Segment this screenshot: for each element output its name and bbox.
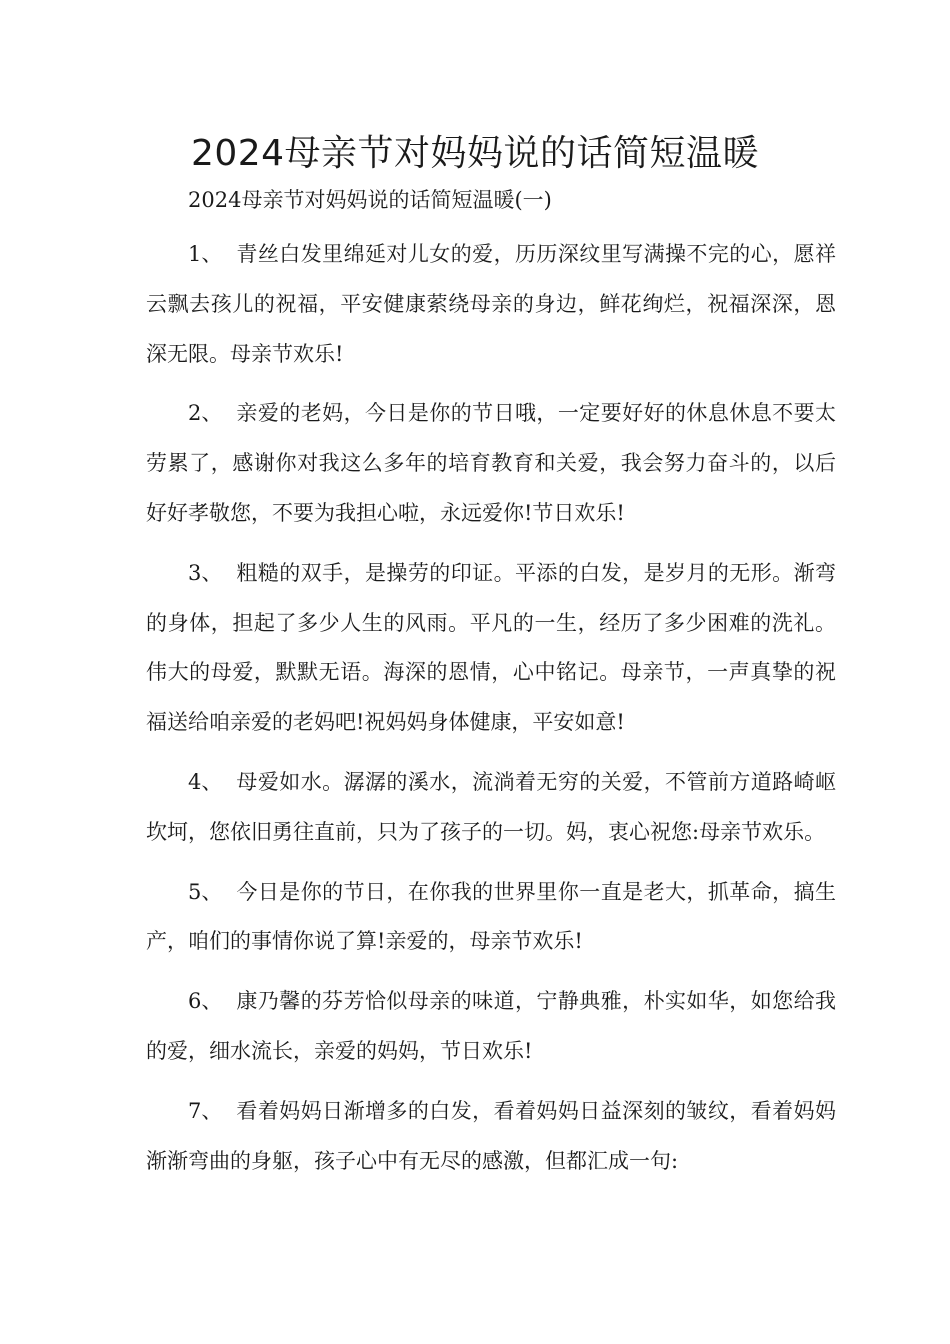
list-item <box>146 230 836 379</box>
item-text: 康乃馨的芬芳恰似母亲的味道，宁静典雅，朴实如华，如您给我的爱，细水流长，亲爱的妈妈，节日欢乐! <box>146 989 836 1063</box>
item-text: 看着妈妈日渐增多的白发，看着妈妈日益深刻的皱纹，看着妈妈渐渐弯曲的身躯，孩子心中有无尽的感激，但都汇成一句: <box>146 1098 836 1173</box>
list-item <box>146 389 836 538</box>
list-item <box>146 549 836 748</box>
item-number: 6、 <box>188 989 223 1014</box>
list-item <box>146 758 836 858</box>
document-title: 2024母亲节对妈妈说的话简短温暖 <box>190 133 760 174</box>
document-body <box>146 180 836 1186</box>
item-text: 今日是你的节日，在你我的世界里你一直是老大，抓革命，搞生产，咱们的事情你说了算!亲爱的，母亲节欢乐! <box>146 879 836 954</box>
item-text: 母爱如水。潺潺的溪水，流淌着无穷的关爱，不管前方道路崎岖坎坷，您依旧勇往直前，只为了孩子的一切。妈，衷心祝您:母亲节欢乐。 <box>146 769 836 844</box>
list-item <box>146 977 836 1077</box>
item-text: 粗糙的双手，是操劳的印证。平添的白发，是岁月的无形。渐弯的身体，担起了多少人生的风雨。平凡的一生，经历了多少困难的洗礼。伟大的母爱，默默无语。海深的恩情，心中铭记。母亲节，一声真挚的祝福送给咱亲爱的老妈吧!祝妈妈身体健康，平安如意! <box>146 560 836 735</box>
item-number: 4、 <box>188 769 223 794</box>
item-number: 3、 <box>188 560 223 585</box>
item-text: 亲爱的老妈，今日是你的节日哦，一定要好好的休息休息不要太劳累了，感谢你对我这么多年的培育教育和关爱，我会努力奋斗的，以后好好孝敬您，不要为我担心啦，永远爱你!节日欢乐! <box>146 401 836 525</box>
item-number: 1、 <box>188 242 223 266</box>
section-subtitle: 2024母亲节对妈妈说的话简短温暖(一) <box>188 188 552 212</box>
item-number: 5、 <box>188 879 223 904</box>
item-text: 青丝白发里绵延对儿女的爱，历历深纹里写满操不完的心，愿祥云飘去孩儿的祝福，平安健康萦绕母亲的身边，鲜花绚烂，祝福深深，恩深无限。母亲节欢乐! <box>146 242 836 366</box>
list-item <box>146 868 836 968</box>
item-number: 7、 <box>188 1098 223 1123</box>
list-item <box>146 1087 836 1187</box>
item-number: 2、 <box>188 401 223 426</box>
